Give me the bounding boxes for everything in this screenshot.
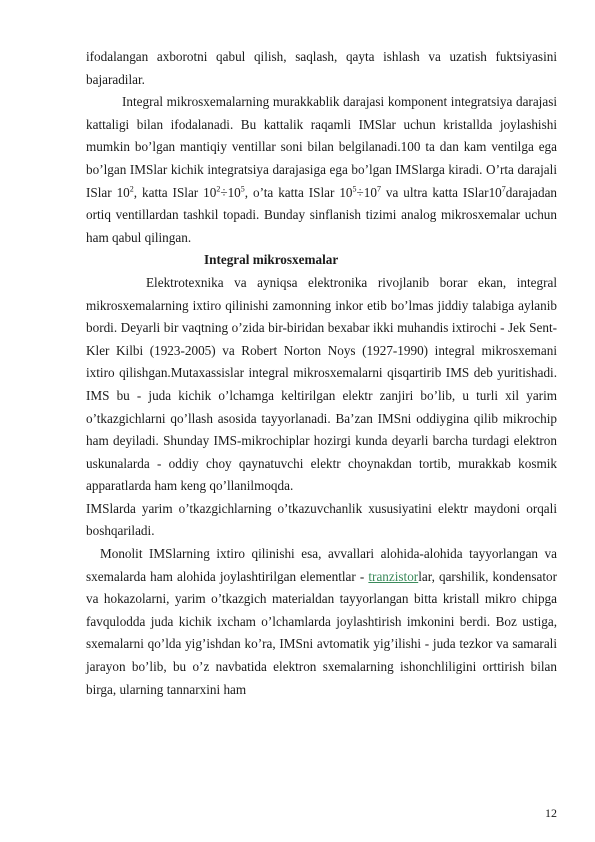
page-content	[86, 46, 557, 701]
text-run: va ultra katta ISlar10	[380, 184, 502, 200]
text-run: ÷10	[220, 184, 241, 200]
tranzistor-link[interactable]: tranzistor	[368, 568, 419, 584]
text-run: darajadan ortiq ventillardan tashkil topadi. Bunday sinflanish tizimi analog mikrosxemalar uchun ham qabul qilingan.	[86, 184, 558, 245]
paragraph-history: Elektrotexnika va ayniqsa elektronika rivojlanib borar ekan, integral mikrosxemalarning ixtiro qilinishi zamonning inkor etib bo’lmas jiddiy talabiga aylanib bordi. Deyarli bir vaqtning o’zida bir-biridan bexabar ikki muhandis ixtirochi - Jek Sent-Kler Kilbi (1923-2005) va Robert Norton Noys (1927-1990) integral mikrosxemani ixtiro qilishgan.Mutaxassislar integral mikrosxemalarni qisqartirib IMS deb yuritishadi. IMS bu - juda kichik o’lchamga keltirilgan elektr zanjiri bo’lib, u turli xil yarim o’tkazgichlarni qo’llash asosida tayyorlanadi. Ba’zan IMSni oddiygina qilib mikrochip ham deyiladi. Shunday IMS-mikrochiplar hozirgi kunda deyarli barcha turdagi elektron uskunalarda - oddiy choy qaynatuvchi elektr choynakdan tortib, murakkab kosmik apparatlarda ham keng qo’llanilmoqda.	[86, 274, 557, 494]
section-heading: Integral mikrosxemalar	[204, 252, 339, 268]
paragraph-continued: ifodalangan axborotni qabul qilish, saqlash, qayta ishlash va uzatish fuktsiyasini bajaradilar.	[86, 49, 557, 87]
paragraph-monolithic	[86, 543, 557, 701]
superscript: 7	[501, 184, 506, 194]
text-run: lar, qarshilik, kondensator va hokazolarni, yarim o’tkazgich materialdan tayyorlangan bitta kristall mikro chipga favqulodda juda kichik ixcham o’lchamlarda joylashtirish imkonini berdi. Boz ustiga, sxemalarni qo’lda yig’ishdan ko’ra, IMSni avtomatik yig’ilishi - juda tezkor va samarali jarayon bo’lib, bu o’z navbatida elektron sxemalarning ishonchliligini orttirish bilan birga, ularning tannarxini ham	[86, 568, 557, 697]
text-run: , o’ta katta ISlar 10	[244, 184, 353, 200]
paragraph-integration-levels	[86, 91, 557, 249]
text-run: Integral mikrosxemalarning murakkablik darajasi komponent integratsiya darajasi kattaligi bilan ifodalanadi. Bu kattalik raqamli IMSlar uchun kristallda joylashishi mumkin bo’lgan mantiqiy ventillar soni bilan belgilanadi.100 ta dan kam ventilga ega bo’lgan IMSlar kichik integratsiya darajasiga ega bo’lgan IMSlarga kiradi. O’rta darajali ISlar 10	[86, 94, 557, 200]
superscript: 5	[352, 184, 357, 194]
superscript: 5	[240, 184, 245, 194]
superscript: 2	[216, 184, 221, 194]
superscript: 7	[376, 184, 381, 194]
page-number: 12	[545, 806, 557, 820]
text-run: ÷10	[356, 184, 377, 200]
superscript: 2	[129, 184, 134, 194]
text-run: , katta ISlar 10	[133, 184, 217, 200]
text-run: Monolit IMSlarning ixtiro qilinishi esa, avvallari alohida-alohida tayyorlangan va sxemalarda ham alohida joylashtirilgan elementlar -	[86, 546, 557, 584]
paragraph-electric-field: IMSlarda yarim o’tkazgichlarning o’tkazuvchanlik xususiyatini elektr maydoni orqali boshqariladi.	[86, 500, 557, 539]
